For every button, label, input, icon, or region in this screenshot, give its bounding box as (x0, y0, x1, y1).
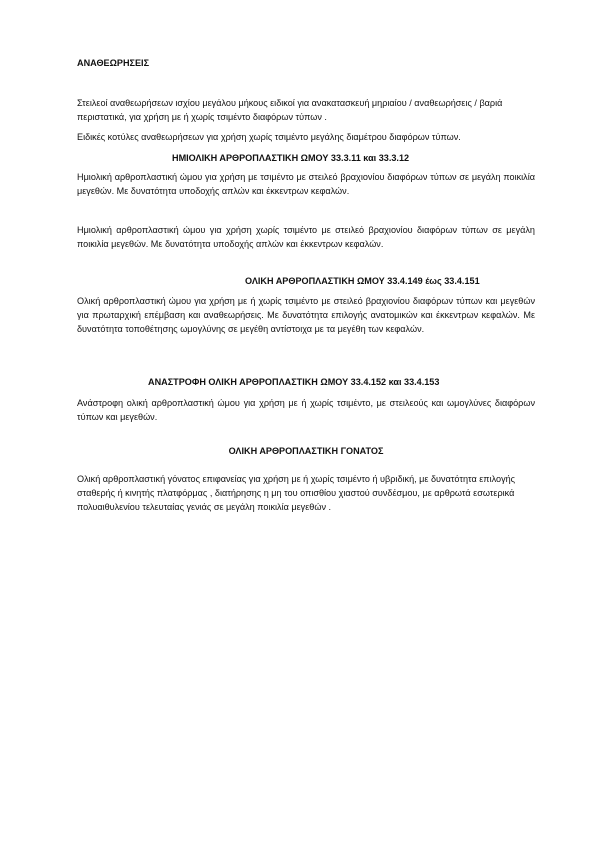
section-title-total-knee: ΟΛΙΚΗ ΑΡΘΡΟΠΛΑΣΤΙΚΗ ΓΟΝΑΤΟΣ (228, 446, 384, 456)
paragraph-reverse-shoulder: Ανάστροφη ολική αρθροπλαστική ώμου για χρήση με ή χωρίς τσιμέντο, με στειλεούς και ωμογλύνες διαφόρων τύπων και μεγεθών. (77, 398, 535, 422)
paragraph-hemi-shoulder-cementless: Ημιολική αρθροπλαστική ώμου για χρήση χωρίς τσιμέντο με στειλεό βραχιονίου διαφόρων τύπων σε μεγάλη ποικιλία μεγεθών. Με δυνατότητα υποδοχής απλών και έκκεντρων κεφαλών. (77, 225, 535, 249)
page-heading: ΑΝΑΘΕΩΡΗΣΕΙΣ (77, 58, 150, 68)
paragraph-total-shoulder: Ολική αρθροπλαστική ώμου για χρήση με ή χωρίς τσιμέντο με στειλεό βραχιονίου διαφόρων τύπων και μεγεθών για πρωταρχική επέμβαση και αναθεωρήσεις. Με δυνατότητα επιλογής ανατομικών και έκκεντρων κεφαλών. Με δυνατότητα τοποθέτησης ωμογλύνης σε μεγέθη αντίστοιχα με τα μεγέθη των κεφαλών. (77, 296, 535, 334)
section-title-hemi-shoulder: ΗΜΙΟΛΙΚΗ ΑΡΘΡΟΠΛΑΣΤΙΚΗ ΩΜΟΥ 33.3.11 και 33.3.12 (172, 153, 410, 163)
paragraph-hemi-shoulder-cemented: Ημιολική αρθροπλαστική ώμου για χρήση με τσιμέντο με στειλεό βραχιονίου διαφόρων τύπων σε μεγάλη ποικιλία μεγεθών. Με δυνατότητα υποδοχής απλών και έκκεντρων κεφαλών. (77, 172, 535, 196)
section-title-reverse-shoulder: ΑΝΑΣΤΡΟΦΗ ΟΛΙΚΗ ΑΡΘΡΟΠΛΑΣΤΙΚΗ ΩΜΟΥ 33.4.152 και 33.4.153 (148, 377, 440, 387)
intro-paragraph-1: Στειλεοί αναθεωρήσεων ισχίου μεγάλου μήκους ειδικοί για ανακατασκευή μηριαίου / αναθεωρήσεις / βαριά περιστατικά, για χρήση με ή χωρίς τσιμέντο διαφόρων τύπων . (77, 98, 503, 122)
section-title-total-shoulder: ΟΛΙΚΗ ΑΡΘΡΟΠΛΑΣΤΙΚΗ ΩΜΟΥ 33.4.149 έως 33.4.151 (245, 276, 480, 286)
intro-paragraph-2: Ειδικές κοτύλες αναθεωρήσεων για χρήση χωρίς τσιμέντο μεγάλης διαμέτρου διαφόρων τύπων. (77, 132, 461, 142)
paragraph-total-knee: Ολική αρθροπλαστική γόνατος επιφανείας για χρήση με ή χωρίς τσιμέντο ή υβριδική, με δυνατότητα επιλογής σταθερής ή κινητής πλατφόρμας , διατήρησης η μη του οπισθίου χιαστού συνδέσμου, με αρθρωτά εσωτερικά πολυαιθυλενίου τελευταίας γενιάς σε μεγάλη ποικιλία μεγεθών . (77, 474, 516, 512)
